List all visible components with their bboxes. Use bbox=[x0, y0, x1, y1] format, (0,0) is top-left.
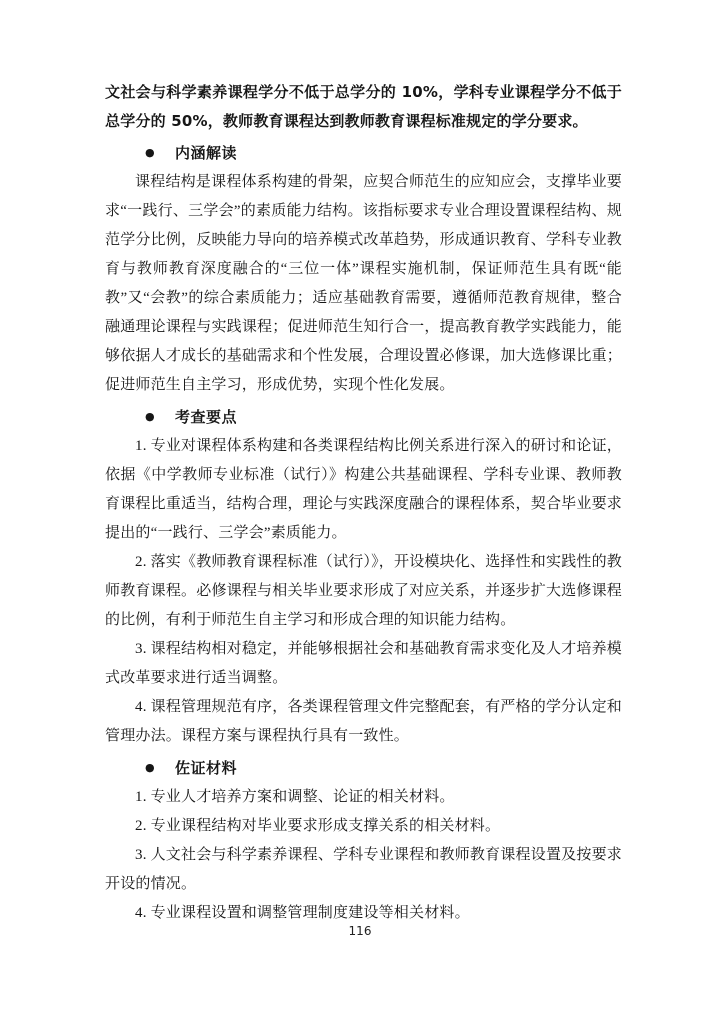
numbered-item: 2. 落实《教师教育课程标准（试行）》，开设模块化、选择性和实践性的教师教育课程。必修课程与相关毕业要求形成了对应关系，并逐步扩大选修课程的比例，有利于师范生自主学习和形成合理的知识能力结构。 bbox=[105, 554, 623, 628]
section-heading-connotation bbox=[105, 138, 622, 168]
section-heading-supporting-materials bbox=[105, 753, 622, 783]
numbered-item: 1. 专业对课程体系构建和各类课程结构比例关系进行深入的研讨和论证，依据《中学教师专业标准（试行）》构建公共基础课程、学科专业课、教师教育课程比重适当，结构合理，理论与实践深度融合的课程体系，契合毕业要求提出的“一践行、三学会”素质能力。 bbox=[105, 438, 622, 541]
page-number: 116 bbox=[348, 924, 372, 938]
numbered-item: 1. 专业人才培养方案和调整、论证的相关材料。 bbox=[135, 789, 455, 805]
body-paragraph: 课程结构是课程体系构建的骨架，应契合师范生的应知应会，支撑毕业要求“一践行、三学会”的素质能力结构。该指标要求专业合理设置课程结构、规范学分比例，反映能力导向的培养模式改革趋势，形成通识教育、学科专业教育与教师教育深度融合的“三位一体”课程实施机制，保证师范生具有既“能教”又“会教”的综合素质能力；适应基础教育需要，遵循师范教育规律，整合融通理论课程与实践课程；促进师范生知行合一，提高教育教学实践能力，能够依据人才成长的基础需求和个性发展，合理设置必修课，加大选修课比重；促进师范生自主学习，形成优势，实现个性化发展。 bbox=[105, 174, 622, 393]
section-heading-review-points bbox=[105, 402, 622, 432]
numbered-item: 4. 课程管理规范有序，各类课程管理文件完整配套，有严格的学分认定和管理办法。课程方案与课程执行具有一致性。 bbox=[105, 699, 622, 744]
bullet-icon: ● bbox=[145, 146, 156, 159]
numbered-item: 4. 专业课程设置和调整管理制度建设等相关材料。 bbox=[135, 905, 470, 921]
section-heading-label: 内涵解读 bbox=[175, 144, 238, 162]
page-body bbox=[105, 78, 622, 928]
numbered-item: 2. 专业课程结构对毕业要求形成支撑关系的相关材料。 bbox=[135, 818, 501, 834]
numbered-item: 3. 课程结构相对稳定，并能够根据社会和基础教育需求变化及人才培养模式改革要求进行适当调整。 bbox=[105, 641, 622, 686]
intro-paragraph: 文社会与科学素养课程学分不低于总学分的 10%，学科专业课程学分不低于总学分的 50%，教师教育课程达到教师教育课程标准规定的学分要求。 bbox=[105, 83, 622, 130]
bullet-icon: ● bbox=[145, 410, 156, 423]
section-heading-label: 考查要点 bbox=[175, 408, 238, 426]
numbered-item: 3. 人文社会与科学素养课程、学科专业课程和教师教育课程设置及按要求开设的情况。 bbox=[105, 847, 622, 892]
bullet-icon: ● bbox=[145, 761, 156, 774]
section-heading-label: 佐证材料 bbox=[175, 759, 238, 777]
